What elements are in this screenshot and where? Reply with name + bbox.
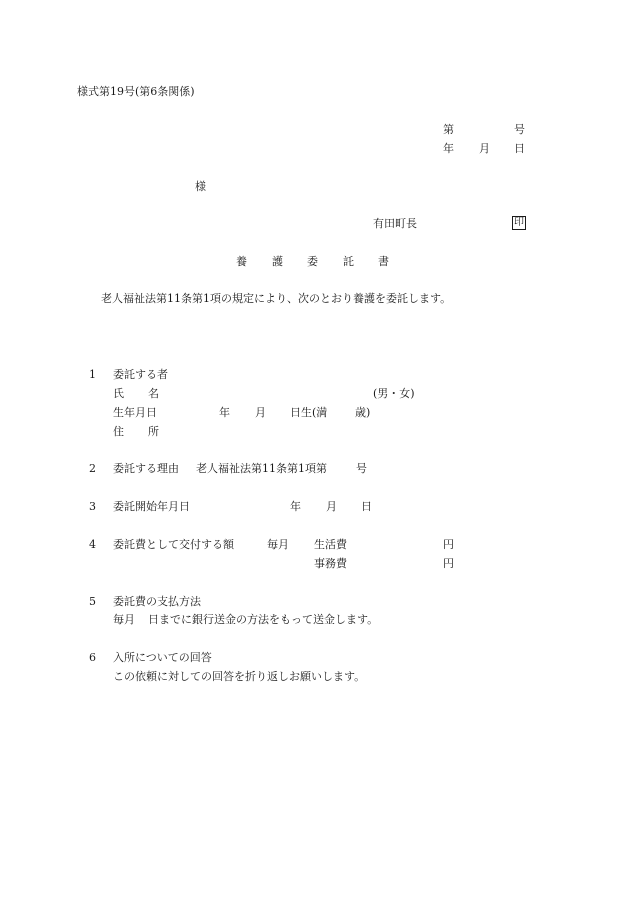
intro-text: 老人福祉法第11条第1項の規定により、次のとおり養護を委託します。	[101, 292, 452, 305]
item-number: 1	[89, 368, 96, 381]
form-number: 様式第19号(第6条関係)	[77, 85, 195, 98]
birth-year: 年	[219, 406, 230, 419]
title-char: 護	[272, 255, 283, 268]
doc-number-prefix: 第	[443, 123, 454, 136]
item-heading: 委託費として交付する額	[113, 538, 234, 551]
item-number: 2	[89, 462, 96, 475]
sex-choice: (男・女)	[373, 387, 415, 400]
date-month: 月	[479, 142, 490, 155]
title-char: 委	[307, 255, 318, 268]
title-char: 託	[343, 255, 354, 268]
item-heading: 委託開始年月日	[113, 500, 190, 513]
date-year: 年	[443, 142, 454, 155]
office-cost-yen: 円	[443, 557, 454, 570]
reason-text: 老人福祉法第11条第1項第	[196, 462, 327, 475]
living-cost-label: 生活費	[314, 538, 347, 551]
title-char: 養	[236, 255, 247, 268]
item-number: 5	[89, 595, 96, 608]
item-number: 4	[89, 538, 96, 551]
office-cost-label: 事務費	[314, 557, 347, 570]
item-heading: 委託する者	[113, 368, 168, 381]
birth-month: 月	[255, 406, 266, 419]
item-heading: 入所についての回答	[113, 651, 212, 664]
reply-text: この依頼に対しての回答を折り返しお願いします。	[113, 670, 366, 683]
doc-number-suffix: 号	[514, 123, 525, 136]
birth-day-age: 日生(満	[290, 406, 328, 419]
start-year: 年	[290, 500, 301, 513]
payment-text: 日までに銀行送金の方法をもって送金します。	[148, 613, 379, 626]
start-month: 月	[326, 500, 337, 513]
living-cost-yen: 円	[443, 538, 454, 551]
name-label-2: 名	[148, 387, 159, 400]
address-label-1: 住	[113, 425, 124, 438]
address-label-2: 所	[148, 425, 159, 438]
issuer-title: 有田町長	[373, 217, 417, 230]
start-day: 日	[361, 500, 372, 513]
monthly-label: 毎月	[267, 538, 289, 551]
name-label-1: 氏	[113, 387, 124, 400]
reason-suffix: 号	[356, 462, 367, 475]
item-number: 3	[89, 500, 96, 513]
date-day: 日	[514, 142, 525, 155]
payment-monthly: 毎月	[113, 613, 135, 626]
seal-stamp: 印	[514, 217, 524, 228]
title-char: 書	[378, 255, 389, 268]
item-heading: 委託費の支払方法	[113, 595, 201, 608]
birth-label: 生年月日	[113, 406, 157, 419]
addressee-suffix: 様	[195, 180, 206, 193]
item-number: 6	[89, 651, 96, 664]
age-unit: 歳)	[355, 406, 371, 419]
item-heading: 委託する理由	[113, 462, 179, 475]
